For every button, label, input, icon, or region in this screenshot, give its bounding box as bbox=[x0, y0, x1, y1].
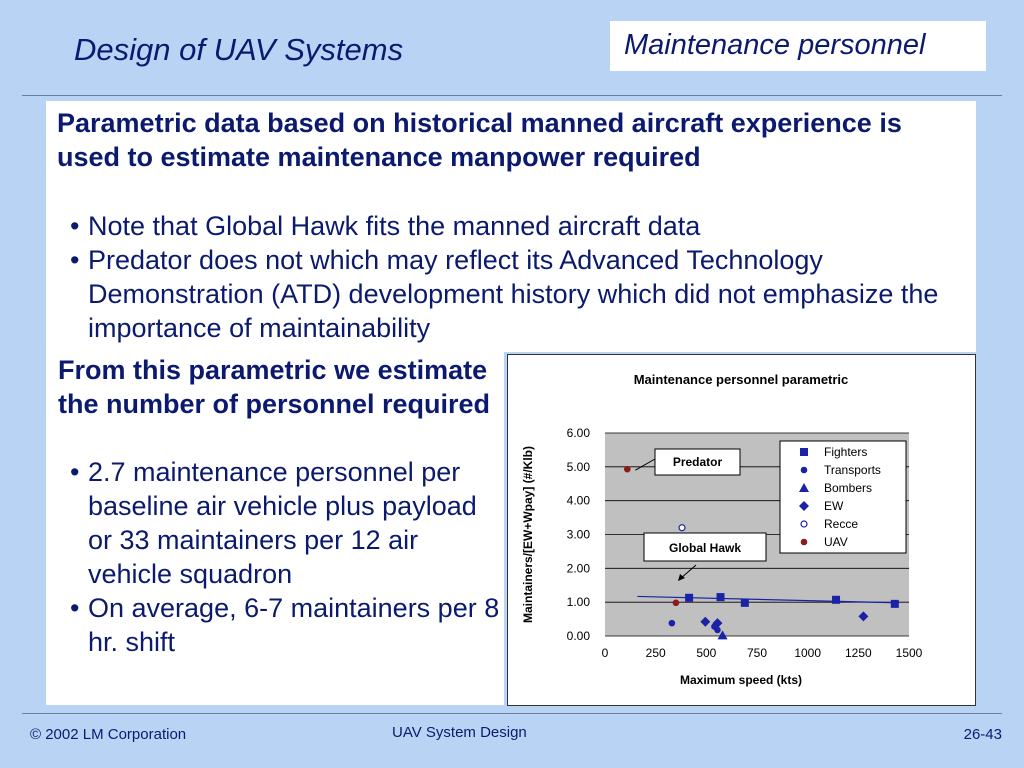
lower-heading: From this parametric we estimate the number of personnel required bbox=[58, 355, 491, 419]
x-tick-label: 750 bbox=[746, 646, 768, 660]
header-divider bbox=[22, 95, 1002, 96]
slide-topic: Maintenance personnel bbox=[610, 21, 986, 71]
legend-marker-recce bbox=[801, 521, 807, 527]
legend-marker-uav bbox=[801, 539, 808, 546]
legend-label: Fighters bbox=[824, 445, 868, 459]
x-tick-label: 1500 bbox=[895, 646, 923, 660]
lower-bullet-list bbox=[70, 455, 500, 659]
data-point-fighters bbox=[685, 594, 693, 602]
upper-bullet bbox=[70, 209, 970, 243]
data-point-transports bbox=[669, 620, 676, 627]
upper-bullet-list bbox=[70, 209, 970, 345]
lower-bullet-text: On average, 6-7 maintainers per 8 hr. shift bbox=[88, 593, 500, 657]
page-number: 26-43 bbox=[963, 726, 1002, 743]
x-tick-label: 0 bbox=[601, 646, 609, 660]
chart-svg bbox=[508, 355, 975, 705]
legend-label: EW bbox=[824, 499, 844, 513]
chart-title: Maintenance personnel parametric bbox=[633, 372, 849, 387]
y-tick-label: 6.00 bbox=[566, 426, 590, 440]
legend-label: Recce bbox=[824, 517, 859, 531]
bullet-dot-icon: • bbox=[70, 593, 80, 623]
bullet-dot-icon: • bbox=[70, 457, 80, 487]
data-point-fighters bbox=[717, 593, 725, 601]
x-tick-label: 500 bbox=[696, 646, 717, 660]
x-tick-label: 1250 bbox=[844, 646, 872, 660]
lower-bullet bbox=[70, 455, 500, 591]
global-hawk-callout-label: Global Hawk bbox=[668, 541, 742, 555]
data-point-fighters bbox=[832, 596, 840, 604]
footer-center-label: UAV System Design bbox=[392, 724, 527, 741]
data-point-fighters bbox=[891, 600, 899, 608]
data-point-fighters bbox=[741, 599, 749, 607]
x-tick-label: 250 bbox=[645, 646, 666, 660]
y-tick-label: 2.00 bbox=[566, 561, 590, 576]
y-tick-label: 0.00 bbox=[566, 629, 590, 643]
upper-text-panel bbox=[46, 101, 976, 352]
data-point-uav bbox=[673, 600, 680, 607]
legend-marker-transports bbox=[801, 467, 808, 474]
lower-text-panel bbox=[46, 352, 504, 705]
x-tick-label: 1000 bbox=[794, 646, 822, 660]
y-axis-label: Maintainers/[EW+Wpay] (#/Klb) bbox=[521, 445, 535, 624]
y-tick-label: 3.00 bbox=[566, 527, 590, 542]
y-tick-label: 4.00 bbox=[566, 493, 590, 508]
legend-label: UAV bbox=[824, 535, 848, 549]
lower-bullet bbox=[70, 591, 500, 659]
upper-heading: Parametric data based on historical manned aircraft experience is used to estimate maintenance manpower required bbox=[57, 108, 902, 172]
data-point-recce bbox=[679, 525, 685, 531]
data-point-uav bbox=[624, 466, 631, 473]
upper-bullet-text: Predator does not which may reflect its Advanced Technology Demonstration (ATD) development history which did not emphasize the importance of maintainability bbox=[88, 245, 939, 343]
bullet-dot-icon: • bbox=[70, 245, 80, 275]
upper-bullet bbox=[70, 243, 970, 345]
predator-callout-label: Predator bbox=[672, 455, 723, 469]
y-tick-label: 5.00 bbox=[566, 459, 590, 474]
y-tick-label: 1.00 bbox=[566, 595, 590, 610]
legend-marker-fighters bbox=[800, 448, 808, 456]
x-axis-label: Maximum speed (kts) bbox=[679, 673, 803, 687]
maintenance-chart bbox=[507, 354, 976, 706]
upper-bullet-text: Note that Global Hawk fits the manned aircraft data bbox=[88, 211, 701, 241]
presentation-title: Design of UAV Systems bbox=[74, 32, 404, 67]
footer-copyright: © 2002 LM Corporation bbox=[30, 726, 187, 743]
lower-bullet-text: 2.7 maintenance personnel per baseline air vehicle plus payload or 33 maintainers per 12 air vehicle squadron bbox=[88, 457, 477, 589]
bullet-dot-icon: • bbox=[70, 211, 80, 241]
footer-divider bbox=[22, 713, 1002, 714]
legend-label: Transports bbox=[824, 463, 881, 477]
legend-label: Bombers bbox=[824, 481, 873, 495]
